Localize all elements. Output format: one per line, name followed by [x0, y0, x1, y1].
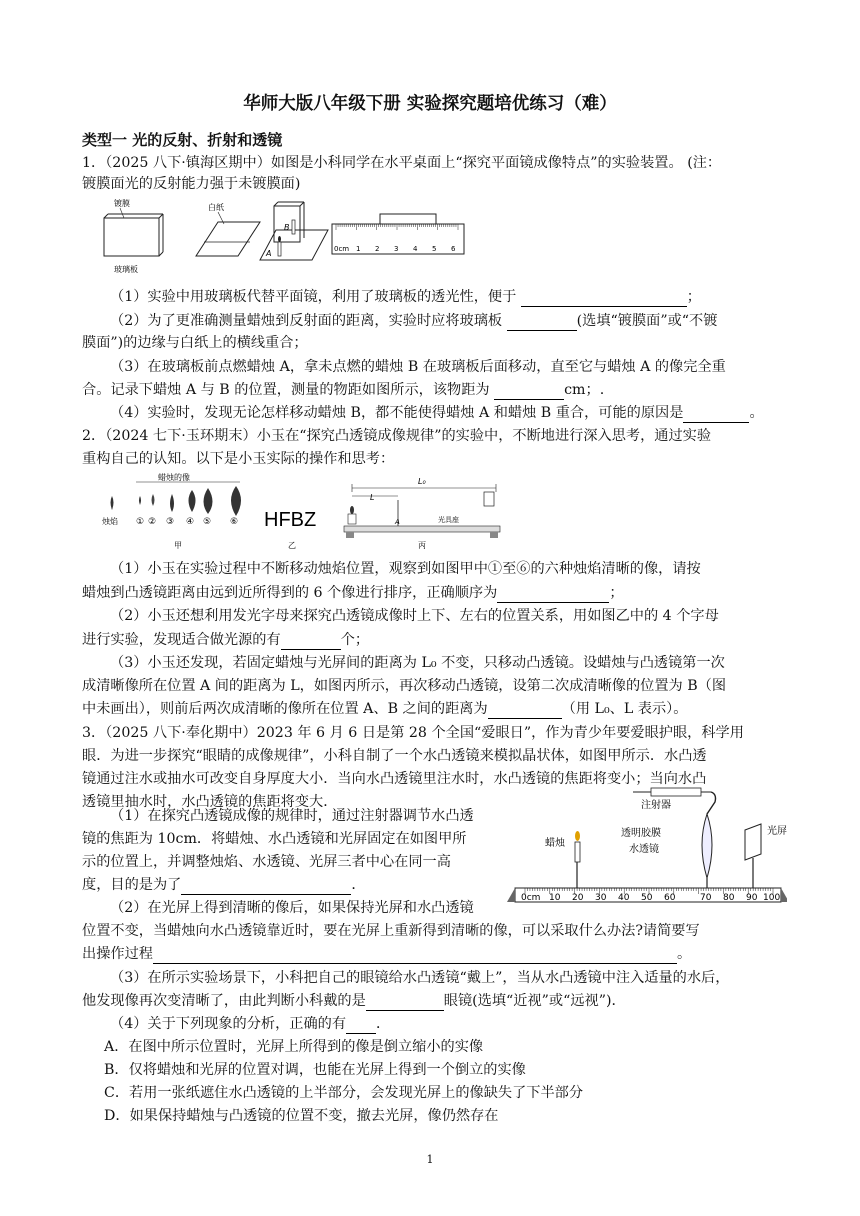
q3-fig-candle: 蜡烛 [545, 838, 565, 849]
q2-fig-num-3: ③ [166, 517, 175, 527]
q3-tick-80: 80 [723, 893, 735, 903]
q2-fig-num-1: ① [136, 517, 145, 527]
q3-tick-20: 20 [572, 893, 584, 903]
q2-fig-num-2: ② [148, 517, 157, 527]
q3-fig-screen: 光屏 [767, 826, 787, 837]
q1-fig-coating-label: 镀膜 [114, 199, 130, 208]
q1-answer-blank-3 [494, 384, 564, 400]
q2-part2: （2）小玉还想利用发光字母来探究凸透镜成像时上下、左右的位置关系，用如图乙中的 4 个字母 [110, 608, 719, 624]
q2-fig-A: A [395, 518, 400, 526]
q3-tick-50: 50 [641, 893, 653, 903]
q2-fig-jia: 甲 [174, 541, 182, 550]
q1-figure [100, 196, 480, 278]
q2-fig-L: L [370, 493, 375, 502]
q2-fig-letters: HFBZ [264, 509, 317, 531]
q1-part3: （3）在玻璃板前点燃蜡烛 A，拿未点燃的蜡烛 B 在玻璃板后面移动，直至它与蜡烛 A 的像完全重 [110, 359, 726, 375]
q1-ruler-1: 1 [356, 245, 361, 253]
q3-answer-blank-4 [346, 1018, 376, 1034]
q3-stem-line1: 3．（2025 八下·奉化期中）2023 年 6 月 6 日是第 28 个全国“爱眼日”，作为青少年要爱眼护眼，科学用 [82, 725, 744, 741]
q1-answer-blank-4 [683, 407, 749, 423]
q2-fig-num-4: ④ [186, 517, 195, 527]
q3-tick-0: 0cm [521, 893, 541, 903]
q3-part1-l4: 度，目的是为了 ． [82, 877, 366, 893]
q1-ruler-0: 0cm [334, 245, 350, 253]
q3-answer-blank-1 [181, 879, 351, 895]
q1-stem-line1: 1．（2025 八下·镇海区期中）如图是小科同学在水平桌面上“探究平面镜成像特点”的实验装置。 (注： [82, 155, 722, 171]
q3-stem-line2: 眼．为进一步探究“眼睛的成像规律”，小科自制了一个水凸透镜来模拟晶状体，如图甲所示．水凸透 [82, 748, 707, 764]
q3-part4: （4）关于下列现象的分析，正确的有 ． [110, 1016, 391, 1032]
q3-tick-30: 30 [595, 893, 607, 903]
q1-fig-paper-label: 白纸 [208, 203, 224, 212]
q2-answer-blank-3 [488, 703, 562, 719]
q3-part2-l3: 出操作过程 。 [82, 946, 692, 962]
q2-part3: （3）小玉还发现，若固定蜡烛与光屏间的距离为 L₀ 不变，只移动凸透镜。设蜡烛与凸透镜第一次 [110, 655, 725, 671]
q3-tick-60: 60 [664, 893, 676, 903]
q2-part3-cont1: 成清晰像所在位置 A 间的距离为 L，如图丙所示，再次移动凸透镜，设第二次成清晰像的位置为 B（图 [82, 678, 727, 694]
q2-figure [100, 470, 520, 554]
q3-tick-40: 40 [618, 893, 630, 903]
q3-stem-line4: 透镜里抽水时，水凸透镜的焦距将变大． [82, 794, 338, 810]
q2-stem-line1: 2．（2024 七下·玉环期末）小玉在“探究凸透镜成像规律”的实验中，不断地进行深入思考，通过实验 [82, 428, 712, 444]
q1-ruler-2: 2 [375, 245, 380, 253]
q3-part3-l1: （3）在所示实验场景下，小科把自己的眼镜给水凸透镜“戴上”，当从水凸透镜中注入适量的水后， [110, 970, 730, 986]
q2-fig-image-label: 蜡烛的像 [158, 473, 190, 482]
q2-fig-bing: 丙 [418, 541, 426, 550]
q1-ruler-ticks [336, 224, 458, 230]
section-heading: 类型一 光的反射、折射和透镜 [82, 131, 283, 149]
q1-answer-blank-2 [507, 315, 577, 331]
q1-stem-line2: 镀膜面光的反射能力强于未镀膜面) [82, 176, 301, 192]
q3-stem-line3: 镜通过注水或抽水可改变自身厚度大小．当向水凸透镜里注水时，水凸透镜的焦距将变小；当向水凸 [82, 771, 707, 787]
q1-ruler-6: 6 [451, 245, 456, 253]
q2-answer-blank-1 [497, 587, 609, 603]
q2-stem-line2: 重构自己的认知。以下是小玉实际的操作和思考： [82, 451, 395, 467]
q3-part3-l2: 他发现像再次变清晰了，由此判断小科戴的是 眼镜(选填“近视”或“远视”)． [82, 993, 626, 1009]
q3-fig-syringe: 注射器 [641, 800, 671, 811]
q1-part4: （4）实验时，发现无论怎样移动蜡烛 B，都不能使得蜡烛 A 和蜡烛 B 重合，可能的原因是 。 [110, 405, 764, 421]
q2-part3-cont2: 中未画出），则前后两次成清晰的像所在位置 A、B 之间的距离为 （用 L₀、L 表示）。 [82, 701, 688, 717]
q1-part3-cont: 合。记录下蜡烛 A 与 B 的位置，测量的物距如图所示，该物距为 cm；. [82, 382, 605, 398]
q3-figure [505, 784, 787, 908]
q3-tick-10: 10 [549, 893, 561, 903]
q1-part2-cont: 膜面”)的边缘与白纸上的横线重合； [82, 335, 308, 351]
q1-ruler-5: 5 [432, 245, 437, 253]
q3-tick-90: 90 [746, 893, 758, 903]
q3-part2-l2: 位置不变，当蜡烛向水凸透镜靠近时，要在光屏上重新得到清晰的像，可以采取什么办法?请简要写 [82, 923, 700, 939]
q3-option-d: D．如果保持蜡烛与凸透镜的位置不变，撤去光屏，像仍然存在 [104, 1108, 499, 1124]
q1-fig-glass-label: 玻璃板 [114, 265, 138, 274]
q3-part2-l1: （2）在光屏上得到清晰的像后，如果保持光屏和水凸透镜 [110, 900, 474, 916]
q1-answer-blank-1 [521, 291, 687, 307]
q1-part1: （1）实验中用玻璃板代替平面镜，利用了玻璃板的透光性，便于 ； [110, 289, 701, 305]
q3-part1-l3: 示的位置上，并调整烛焰、水透镜、光屏三者中心在同一高 [82, 854, 451, 870]
q2-fig-L0: L₀ [418, 477, 426, 486]
q1-ruler-4: 4 [413, 245, 418, 253]
q3-part1-l1: （1）在探究凸透镜成像的规律时，通过注射器调节水凸透 [110, 808, 474, 824]
q3-option-b: B．仅将蜡烛和光屏的位置对调，也能在光屏上得到一个倒立的实像 [104, 1062, 526, 1078]
page-title: 华师大版八年级下册 实验探究题培优练习（难） [243, 94, 617, 114]
q3-fig-lens: 水透镜 [629, 844, 659, 855]
page-number: 1 [426, 1153, 434, 1166]
q3-part1-l2: 镜的焦距为 10cm．将蜡烛、水凸透镜和光屏固定在如图甲所 [82, 831, 467, 847]
q2-fig-bench: 光具座 [438, 516, 459, 524]
q2-answer-blank-2 [281, 634, 341, 650]
q1-ruler-3: 3 [394, 245, 399, 253]
q3-fig-membrane: 透明胶膜 [621, 828, 661, 839]
q3-option-c: C．若用一张纸遮住水凸透镜的上半部分，会发现光屏上的像缺失了下半部分 [104, 1085, 584, 1101]
q2-fig-yi: 乙 [288, 541, 296, 550]
q2-fig-num-6: ⑥ [230, 517, 239, 527]
q2-part1: （1）小玉在实验过程中不断移动烛焰位置，观察到如图甲中①至⑥的六种烛焰清晰的像，请按 [110, 561, 701, 577]
q3-option-a: A．在图中所示位置时，光屏上所得到的像是倒立缩小的实像 [104, 1039, 484, 1055]
q2-part2-cont: 进行实验，发现适合做光源的有 个； [82, 632, 370, 648]
q2-part1-cont: 蜡烛到凸透镜距离由远到近所得到的 6 个像进行排序，正确顺序为 ； [82, 585, 624, 601]
q3-tick-70: 70 [700, 893, 712, 903]
q1-part2: （2）为了更准确测量蜡烛到反射面的距离，实验时应将玻璃板 (选填“镀膜面”或“不镀 [110, 313, 718, 329]
q3-answer-blank-2 [153, 948, 677, 964]
q2-fig-flame-label: 烛焰 [102, 517, 118, 526]
q2-fig-num-5: ⑤ [203, 517, 212, 527]
q3-answer-blank-3 [366, 995, 444, 1011]
q1-fig-b-label: B [284, 223, 290, 232]
q1-fig-a-label: A [266, 249, 272, 258]
q3-tick-100: 100 [763, 893, 781, 903]
